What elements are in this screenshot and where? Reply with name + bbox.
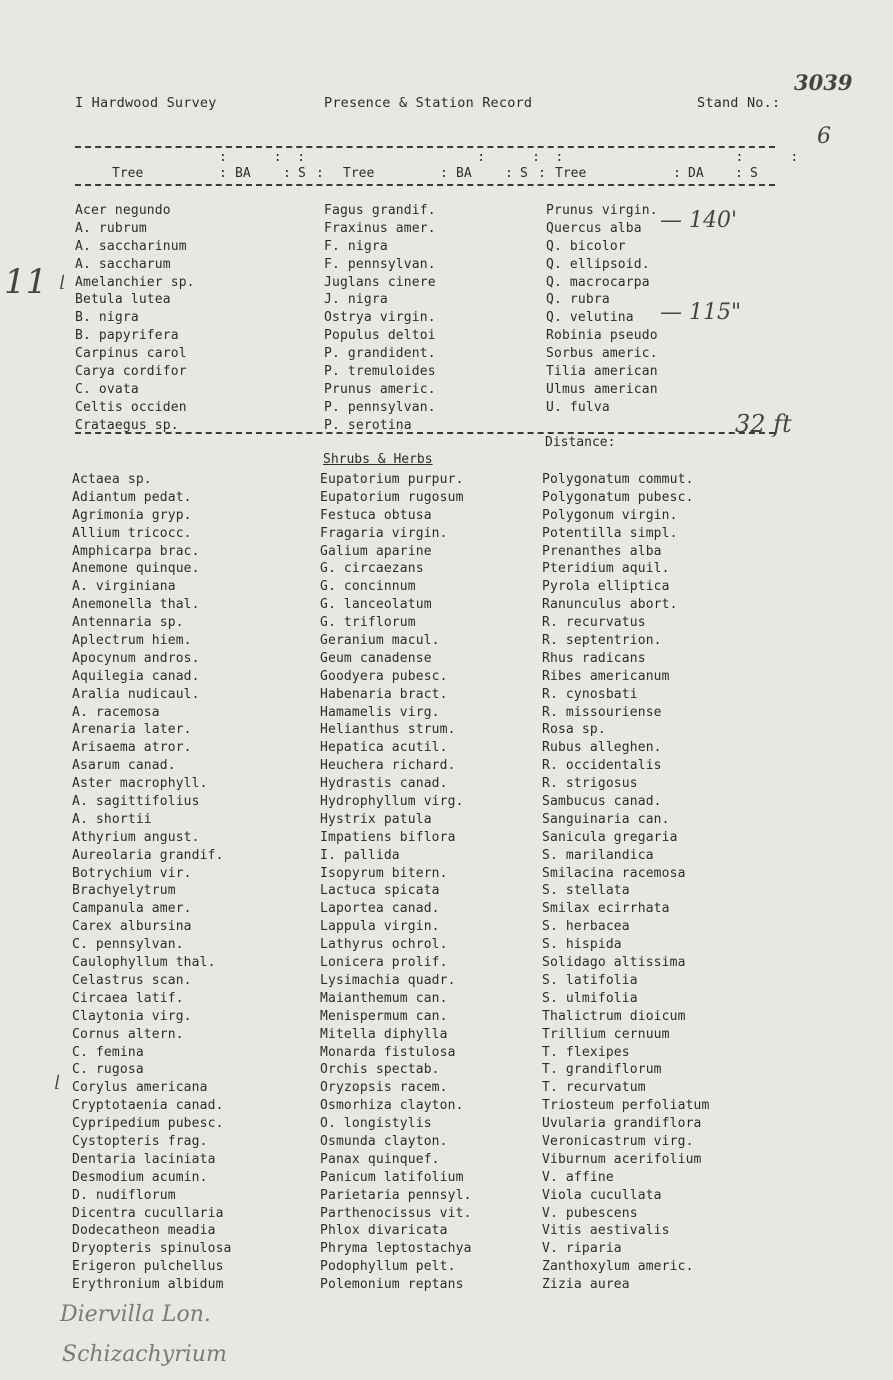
species-item: Osmorhiza clayton.	[320, 1098, 464, 1114]
species-item: Corylus americana	[72, 1080, 208, 1096]
species-item: Trillium cernuum	[542, 1026, 670, 1042]
species-item: Osmunda clayton.	[320, 1133, 448, 1149]
species-item: Aureolaria grandif.	[72, 847, 224, 863]
species-item: Amelanchier sp.	[75, 274, 195, 290]
species-item: J. nigra	[324, 292, 388, 308]
distance-label: Distance:	[545, 435, 616, 450]
species-item: Q. ellipsoid.	[546, 256, 650, 272]
species-item: Quercus alba	[546, 220, 642, 236]
species-item: Ranunculus abort.	[542, 597, 678, 613]
col2-s-header: S	[520, 166, 528, 181]
species-item: Carya cordifor	[75, 364, 187, 380]
species-item: Eupatorium purpur.	[320, 472, 464, 487]
species-item: S. herbacea	[542, 919, 630, 935]
col2-colon: :	[316, 166, 324, 181]
species-item: Aralia nudicaul.	[72, 686, 200, 702]
species-item: G. circaezans	[320, 561, 424, 577]
species-item: Betula lutea	[75, 292, 171, 308]
q-velutina-note: — 115"	[660, 300, 742, 325]
species-item: Campanula amer.	[72, 901, 192, 917]
species-item: Tilia american	[546, 364, 658, 380]
species-item: Anemone quinque.	[72, 561, 200, 577]
species-item: A. saccharinum	[75, 238, 187, 254]
species-item: Dicentra cucullaria	[72, 1205, 224, 1221]
species-item: Erythronium albidum	[72, 1277, 224, 1293]
species-item: Juglans cinere	[324, 274, 436, 290]
species-item: P. grandident.	[324, 346, 436, 362]
species-item: Fragaria virgin.	[320, 525, 448, 541]
species-item: Acer negundo	[75, 203, 171, 218]
species-item: Erigeron pulchellus	[72, 1259, 224, 1275]
species-item: Zizia aurea	[542, 1277, 630, 1293]
tree-list-col1	[75, 202, 195, 435]
species-item: Hepatica acutil.	[320, 740, 448, 756]
species-item: Aster macrophyll.	[72, 776, 208, 792]
species-item: Mitella diphylla	[320, 1026, 448, 1042]
species-item: R. septentrion.	[542, 633, 662, 649]
col1-s-colon: :	[283, 166, 291, 181]
species-item: Lactuca spicata	[320, 883, 440, 899]
species-item: Prenanthes alba	[542, 543, 662, 559]
species-item: Allium tricocc.	[72, 525, 192, 541]
species-item: Podophyllum pelt.	[320, 1259, 456, 1275]
species-item: Sambucus canad.	[542, 794, 662, 810]
species-item: Goodyera pubesc.	[320, 668, 448, 684]
species-item: Aquilegia canad.	[72, 668, 200, 684]
species-item: P. pennsylvan.	[324, 399, 436, 415]
corner-mark: 6	[817, 124, 831, 149]
species-item: Amphicarpa brac.	[72, 543, 200, 559]
species-item: Rhus radicans	[542, 650, 646, 666]
species-item: Prunus americ.	[324, 381, 436, 397]
species-item: A. shortii	[72, 811, 152, 827]
species-item: Geranium macul.	[320, 633, 440, 649]
species-item: Caulophyllum thal.	[72, 955, 216, 971]
herb-list-col3	[542, 471, 710, 1294]
species-item: Arisaema atror.	[72, 740, 192, 756]
species-item: Athyrium angust.	[72, 829, 200, 845]
species-item: Zanthoxylum americ.	[542, 1259, 694, 1275]
species-item: Isopyrum bitern.	[320, 865, 448, 881]
species-item: Orchis spectab.	[320, 1062, 440, 1078]
species-item: C. ovata	[75, 381, 139, 397]
species-item: S. ulmifolia	[542, 990, 638, 1006]
species-item: Heuchera richard.	[320, 758, 456, 774]
stand-label: Stand No.:	[697, 95, 781, 111]
species-item: Dodecatheon meadia	[72, 1223, 216, 1239]
species-item: O. longistylis	[320, 1116, 432, 1132]
species-item: Q. bicolor	[546, 238, 626, 254]
col1-ba-header: BA	[235, 166, 251, 181]
check-mark-icon: ⌊	[60, 272, 67, 291]
species-item: Agrimonia gryp.	[72, 507, 192, 523]
species-item: G. lanceolatum	[320, 597, 432, 613]
pencil-note-2: Schizachyrium	[62, 1342, 227, 1367]
species-item: Monarda fistulosa	[320, 1044, 456, 1060]
species-item: Solidago altissima	[542, 955, 686, 971]
species-item: Carex albursina	[72, 919, 192, 935]
species-item: V. pubescens	[542, 1205, 638, 1221]
tree-list-col3	[546, 202, 658, 417]
species-item: A. virginiana	[72, 579, 176, 595]
species-item: Prunus virgin.	[546, 203, 658, 218]
species-item: Fraxinus amer.	[324, 220, 436, 236]
species-item: Arenaria later.	[72, 722, 192, 738]
species-item: Actaea sp.	[72, 472, 152, 487]
col2-s-colon: :	[505, 166, 513, 181]
species-item: C. pennsylvan.	[72, 937, 184, 953]
distance-value-note: 32 ft	[735, 410, 792, 438]
species-item: Cypripedium pubesc.	[72, 1116, 224, 1132]
species-item: Geum canadense	[320, 650, 432, 666]
col3-colon: :	[538, 166, 546, 181]
species-item: Polygonatum commut.	[542, 472, 694, 487]
species-item: Lappula virgin.	[320, 919, 440, 935]
species-item: Lonicera prolif.	[320, 955, 448, 971]
species-item: R. occidentalis	[542, 758, 662, 774]
species-item: R. strigosus	[542, 776, 638, 792]
stand-number: 3039	[794, 70, 853, 95]
col1-ba-header-colon: :	[219, 166, 227, 181]
species-item: Lysimachia quadr.	[320, 972, 456, 988]
species-item: Phlox divaricata	[320, 1223, 448, 1239]
species-item: Impatiens biflora	[320, 829, 456, 845]
species-item: R. missouriense	[542, 704, 662, 720]
species-item: A. rubrum	[75, 220, 147, 236]
species-item: Hystrix patula	[320, 811, 432, 827]
col3-s-header: S	[750, 166, 758, 181]
species-item: Ostrya virgin.	[324, 310, 436, 326]
header-rule-top	[75, 146, 775, 148]
col3-da-header: DA	[688, 166, 704, 181]
species-item: Cornus altern.	[72, 1026, 184, 1042]
species-item: Sanguinaria can.	[542, 811, 670, 827]
species-item: Veronicastrum virg.	[542, 1133, 694, 1149]
species-item: S. marilandica	[542, 847, 654, 863]
species-item: Asarum canad.	[72, 758, 176, 774]
species-item: V. affine	[542, 1169, 614, 1185]
species-item: Habenaria bract.	[320, 686, 448, 702]
quercus-alba-note: — 140'	[660, 208, 738, 233]
herb-list-col1	[72, 471, 232, 1294]
species-item: P. tremuloides	[324, 364, 436, 380]
species-item: Crataegus sp.	[75, 417, 179, 433]
species-item: Menispermum can.	[320, 1008, 448, 1024]
species-item: Galium aparine	[320, 543, 432, 559]
species-item: Triosteum perfoliatum	[542, 1098, 710, 1114]
species-item: V. riparia	[542, 1241, 622, 1257]
col2-ba-header: BA	[456, 166, 472, 181]
shrubs-herbs-heading: Shrubs & Herbs	[323, 452, 433, 467]
species-item: G. concinnum	[320, 579, 416, 595]
species-item: R. recurvatus	[542, 615, 646, 631]
species-item: Adiantum pedat.	[72, 489, 192, 505]
species-item: Rubus alleghen.	[542, 740, 662, 756]
species-item: Smilax ecirrhata	[542, 901, 670, 917]
species-item: Anemonella thal.	[72, 597, 200, 613]
species-item: Pyrola elliptica	[542, 579, 670, 595]
species-item: Cryptotaenia canad.	[72, 1098, 224, 1114]
margin-tally: 11	[4, 262, 48, 302]
species-item: Phryma leptostachya	[320, 1241, 472, 1257]
species-item: F. pennsylvan.	[324, 256, 436, 272]
pencil-note-1: Diervilla Lon.	[60, 1302, 211, 1327]
species-item: Polemonium reptans	[320, 1277, 464, 1293]
species-item: B. nigra	[75, 310, 139, 326]
species-item: Potentilla simpl.	[542, 525, 678, 541]
check-mark-icon: ⌊	[55, 1072, 62, 1091]
species-item: G. triflorum	[320, 615, 416, 631]
species-item: Panax quinquef.	[320, 1151, 440, 1167]
species-item: Lathyrus ochrol.	[320, 937, 448, 953]
species-item: Oryzopsis racem.	[320, 1080, 448, 1096]
species-item: T. grandiflorum	[542, 1062, 662, 1078]
species-item: Sorbus americ.	[546, 346, 658, 362]
species-item: P. serotina	[324, 417, 412, 433]
species-item: S. latifolia	[542, 972, 638, 988]
species-item: Carpinus carol	[75, 346, 187, 362]
species-item: Q. velutina	[546, 310, 634, 326]
species-item: Populus deltoi	[324, 328, 436, 344]
species-item: Helianthus strum.	[320, 722, 456, 738]
species-item: Claytonia virg.	[72, 1008, 192, 1024]
header-rule-bottom	[75, 184, 775, 186]
col1-s-header: S	[298, 166, 306, 181]
species-item: T. flexipes	[542, 1044, 630, 1060]
species-item: D. nudiflorum	[72, 1187, 176, 1203]
species-item: Polygonum virgin.	[542, 507, 678, 523]
species-item: T. recurvatum	[542, 1080, 646, 1096]
species-item: Smilacina racemosa	[542, 865, 686, 881]
col2-ba-colon: :	[440, 166, 448, 181]
species-item: C. femina	[72, 1044, 144, 1060]
species-item: Polygonatum pubesc.	[542, 489, 694, 505]
col3-tree-header: Tree	[555, 166, 587, 181]
species-item: S. stellata	[542, 883, 630, 899]
species-item: Hydrophyllum virg.	[320, 794, 464, 810]
species-item: C. rugosa	[72, 1062, 144, 1078]
species-item: Celtis occiden	[75, 399, 187, 415]
species-item: Dryopteris spinulosa	[72, 1241, 232, 1257]
species-item: Uvularia grandiflora	[542, 1116, 702, 1132]
species-item: Antennaria sp.	[72, 615, 184, 631]
species-item: Dentaria laciniata	[72, 1151, 216, 1167]
species-item: Hydrastis canad.	[320, 776, 448, 792]
species-item: Ribes americanum	[542, 668, 670, 684]
species-item: Parietaria pennsyl.	[320, 1187, 472, 1203]
species-item: Brachyelytrum	[72, 883, 176, 899]
species-item: Laportea canad.	[320, 901, 440, 917]
col-separators: : : : : : : : :	[219, 150, 799, 165]
species-item: Desmodium acumin.	[72, 1169, 208, 1185]
herb-list-col2	[320, 471, 472, 1294]
record-title: Presence & Station Record	[324, 95, 533, 111]
species-item: Viburnum acerifolium	[542, 1151, 702, 1167]
species-item: Robinia pseudo	[546, 328, 658, 344]
species-item: Fagus grandif.	[324, 203, 436, 218]
species-item: S. hispida	[542, 937, 622, 953]
species-item: Vitis aestivalis	[542, 1223, 670, 1239]
species-item: U. fulva	[546, 399, 610, 415]
col3-s-colon: :	[735, 166, 743, 181]
species-item: Celastrus scan.	[72, 972, 192, 988]
species-item: Eupatorium rugosum	[320, 489, 464, 505]
species-item: B. papyrifera	[75, 328, 179, 344]
species-item: R. cynosbati	[542, 686, 638, 702]
species-item: F. nigra	[324, 238, 388, 254]
tree-list-col2	[324, 202, 436, 435]
species-item: Viola cucullata	[542, 1187, 662, 1203]
species-item: Ulmus american	[546, 381, 658, 397]
survey-title: I Hardwood Survey	[75, 95, 217, 111]
col3-da-colon: :	[673, 166, 681, 181]
species-item: Pteridium aquil.	[542, 561, 670, 577]
species-item: Circaea latif.	[72, 990, 184, 1006]
species-item: A. racemosa	[72, 704, 160, 720]
species-item: Maianthemum can.	[320, 990, 448, 1006]
species-item: Apocynum andros.	[72, 650, 200, 666]
col2-tree-header: Tree	[343, 166, 375, 181]
species-item: A. saccharum	[75, 256, 171, 272]
species-item: Sanicula gregaria	[542, 829, 678, 845]
species-item: Cystopteris frag.	[72, 1133, 208, 1149]
col1-tree-header: Tree	[112, 166, 144, 181]
species-item: Parthenocissus vit.	[320, 1205, 472, 1221]
species-item: Hamamelis virg.	[320, 704, 440, 720]
species-item: Festuca obtusa	[320, 507, 432, 523]
species-item: A. sagittifolius	[72, 794, 200, 810]
species-item: Rosa sp.	[542, 722, 606, 738]
species-item: Thalictrum dioicum	[542, 1008, 686, 1024]
species-item: Q. rubra	[546, 292, 610, 308]
species-item: Botrychium vir.	[72, 865, 192, 881]
species-item: Panicum latifolium	[320, 1169, 464, 1185]
species-item: I. pallida	[320, 847, 400, 863]
species-item: Q. macrocarpa	[546, 274, 650, 290]
species-item: Aplectrum hiem.	[72, 633, 192, 649]
